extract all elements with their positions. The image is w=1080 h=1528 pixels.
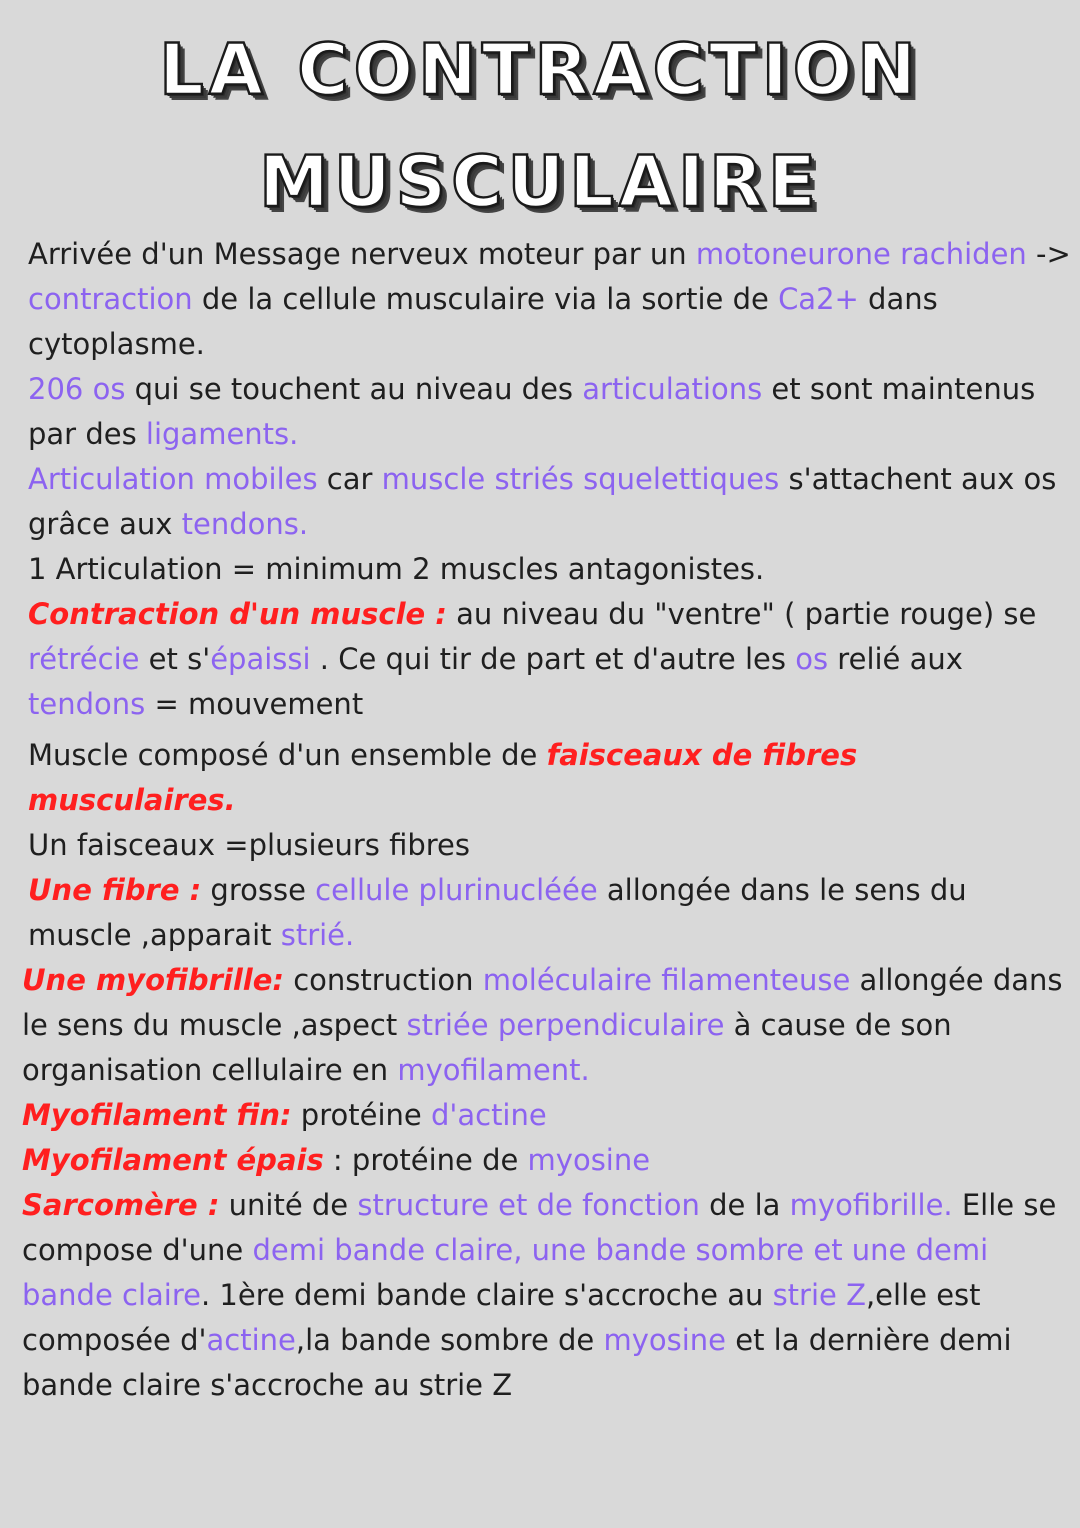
- text-run: unité de: [219, 1188, 358, 1222]
- highlighted-term: os: [795, 642, 829, 676]
- highlighted-term: striée perpendiculaire: [406, 1008, 725, 1042]
- key-term: Myofilament épais: [22, 1143, 324, 1177]
- key-term: Une myofibrille:: [22, 963, 284, 997]
- highlighted-term: actine: [206, 1323, 296, 1357]
- highlighted-term: strié.: [280, 918, 355, 952]
- text-run: car: [317, 462, 382, 496]
- text-run: de la: [699, 1188, 790, 1222]
- highlighted-term: ligaments.: [145, 417, 299, 451]
- highlighted-term: myosine: [527, 1143, 651, 1177]
- highlighted-term: cellule plurinucléée: [315, 873, 598, 907]
- key-term: Contraction d'un muscle :: [28, 597, 447, 631]
- paragraph-2: [28, 367, 1074, 457]
- paragraph-7: [28, 823, 1074, 868]
- highlighted-term: strie Z: [772, 1278, 866, 1312]
- highlighted-term: articulations: [582, 372, 763, 406]
- text-run: ,la bande sombre de: [295, 1323, 604, 1357]
- text-run: dans cytoplasme.: [28, 282, 938, 361]
- title-line-2: MUSCULAIRE: [259, 141, 821, 223]
- text-run: construction: [283, 963, 483, 997]
- text-run: ,elle est composée d': [22, 1278, 981, 1357]
- key-term: Sarcomère :: [22, 1188, 220, 1222]
- paragraph-4: [28, 547, 1074, 592]
- text-run: allongée dans le sens du muscle ,apparait: [28, 873, 967, 952]
- text-run: s'attachent aux os grâce aux: [28, 462, 1057, 541]
- paragraph-12: [22, 1183, 1074, 1408]
- highlighted-term: rétrécie: [28, 642, 140, 676]
- text-run: Muscle composé d'un ensemble de: [28, 738, 547, 772]
- key-term: Myofilament fin:: [22, 1098, 292, 1132]
- highlighted-term: myofilament.: [397, 1053, 590, 1087]
- text-run: 1 Articulation = minimum 2 muscles antagonistes.: [28, 552, 765, 586]
- key-term: Une fibre :: [28, 873, 202, 907]
- paragraph-10: [22, 1093, 1074, 1138]
- paragraph-6: [28, 733, 1074, 823]
- text-run: . 1ère demi bande claire s'accroche au: [200, 1278, 773, 1312]
- highlighted-term: motoneurone rachiden: [695, 237, 1027, 271]
- highlighted-term: 206 os: [28, 372, 126, 406]
- text-run: et la dernière demi bande claire s'accroche au strie Z: [22, 1323, 1012, 1402]
- page-title: [0, 0, 1080, 238]
- paragraph-1: [28, 232, 1074, 367]
- text-run: Elle se compose d'une: [22, 1188, 1057, 1267]
- text-run: protéine: [291, 1098, 431, 1132]
- document-body: [22, 232, 1074, 1408]
- highlighted-term: d'actine: [430, 1098, 547, 1132]
- paragraph-11: [22, 1138, 1074, 1183]
- highlighted-term: Ca2+: [778, 282, 859, 316]
- text-run: à cause de son organisation cellulaire en: [22, 1008, 952, 1087]
- key-term: faisceaux de fibres musculaires.: [28, 738, 858, 817]
- paragraph-8: [28, 868, 1074, 958]
- highlighted-term: moléculaire filamenteuse: [482, 963, 851, 997]
- text-run: . Ce qui tir de part et d'autre les: [310, 642, 796, 676]
- paragraph-9: [22, 958, 1074, 1093]
- text-run: au niveau du "ventre" ( partie rouge) se: [446, 597, 1037, 631]
- title-line-1: LA CONTRACTION: [159, 29, 921, 111]
- text-run: grosse: [201, 873, 316, 907]
- text-run: qui se touchent au niveau des: [125, 372, 583, 406]
- text-run: et s': [139, 642, 211, 676]
- text-run: : protéine de: [323, 1143, 528, 1177]
- paragraph-5: [28, 592, 1074, 727]
- highlighted-term: Articulation mobiles: [28, 462, 318, 496]
- highlighted-term: épaissi: [210, 642, 311, 676]
- highlighted-term: myofibrille.: [789, 1188, 953, 1222]
- highlighted-term: tendons.: [181, 507, 309, 541]
- text-run: = mouvement: [145, 687, 364, 721]
- text-run: Arrivée d'un Message nerveux moteur par un: [28, 237, 696, 271]
- text-run: relié aux: [828, 642, 963, 676]
- text-run: et sont maintenus par des: [28, 372, 1036, 451]
- highlighted-term: structure et de fonction: [357, 1188, 700, 1222]
- highlighted-term: contraction: [28, 282, 193, 316]
- text-run: Un faisceaux =plusieurs fibres: [28, 828, 470, 862]
- paragraph-3: [28, 457, 1074, 547]
- text-run: de la cellule musculaire via la sortie de: [192, 282, 779, 316]
- text-run: ->: [1026, 237, 1071, 271]
- text-run: allongée dans le sens du muscle ,aspect: [22, 963, 1063, 1042]
- highlighted-term: tendons: [28, 687, 146, 721]
- highlighted-term: myosine: [603, 1323, 727, 1357]
- highlighted-term: muscle striés squelettiques: [381, 462, 780, 496]
- highlighted-term: demi bande claire, une bande sombre et une demi bande claire: [22, 1233, 989, 1312]
